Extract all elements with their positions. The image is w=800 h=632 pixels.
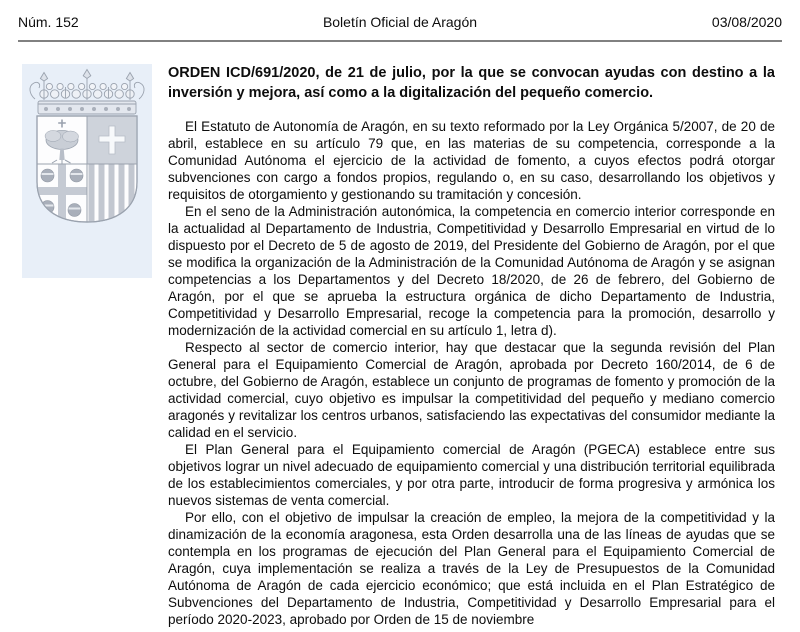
issue-number: Núm. 152	[18, 14, 79, 30]
paragraph-4: El Plan General para el Equipamiento comercial de Aragón (PGECA) establece entre sus objetivos lograr un nivel adecuado de equipamiento comercial y una distribución territorial equilibrada de los establecimientos comerciales, y por otra parte, introducir de forma progresiva y armónica los nuevos sistemas de venta comercial.	[168, 442, 775, 508]
publication-date: 03/08/2020	[711, 14, 782, 30]
publication-title: Boletín Oficial de Aragón	[322, 14, 478, 30]
document-body	[168, 63, 775, 632]
header-divider	[18, 40, 782, 42]
paragraph-1: El Estatuto de Autonomía de Aragón, en su texto reformado por la Ley Orgánica 5/2007, de 20 de abril, establece en su artículo 79 que, en las materias de su competencia, corresponde a la Comunidad Autónoma el ejercicio de la actividad de fomento, a cuyos efectos podrá otorgar subvenciones con cargo a fondos propios, regulando o, en su caso, desarrollando los objetivos y requisitos de otorgamiento y gestionando su tramitación y concesión.	[168, 119, 775, 202]
page-header	[18, 13, 782, 31]
paragraph-5: Por ello, con el objetivo de impulsar la creación de empleo, la mejora de la competitividad y la dinamización de la economía aragonesa, esta Orden desarrolla una de las líneas de ayudas que se contempla en los programas de ejecución del Plan General para el Equipamiento Comercial de Aragón, cuya implementación se realiza a través de la Ley de Presupuestos de la Comunidad Autónoma de Aragón de cada ejercicio económico; que está incluida en el Plan Estratégico de Subvenciones del Departamento de Industria, Competitividad y Desarrollo Empresarial para el período 2020-2023, aprobado por Orden de 15 de noviembre	[168, 510, 775, 627]
document-title: ORDEN ICD/691/2020, de 21 de julio, por la que se convocan ayudas con destino a la inversión y mejora, así como a la digitalización del pequeño comercio.	[168, 65, 775, 101]
paragraph-3: Respecto al sector de comercio interior, hay que destacar que la segunda revisión del Plan General para el Equipamiento Comercial de Aragón, aprobada por Decreto 160/2014, de 6 de octubre, del Gobierno de Aragón, establece un conjunto de programas de fomento y promoción de la actividad comercial, cuyo objetivo es impulsar la competitividad del pequeño y mediano comercio aragonés y revitalizar los centros urbanos, satisfaciendo las expectativas del consumidor mediante la calidad en el servicio.	[168, 340, 775, 440]
aragon-coat-of-arms-icon	[22, 64, 152, 278]
paragraph-2: En el seno de la Administración autonómica, la competencia en comercio interior corresponde en la actualidad al Departamento de Industria, Competitividad y Desarrollo Empresarial en virtud de lo dispuesto por el Decreto de 5 de agosto de 2019, del Presidente del Gobierno de Aragón, por el que se modifica la organización de la Administración de la Comunidad Autónoma de Aragón y se asignan competencias a los Departamentos y del Decreto 18/2020, de 26 de febrero, del Gobierno de Aragón, por el que se aprueba la estructura orgánica de dicho Departamento de Industria, Competitividad y Desarrollo Empresarial, recoge la competencia para la promoción, desarrollo y modernización de la actividad comercial en su artículo 1, letra d).	[168, 204, 775, 338]
coat-of-arms-panel	[22, 64, 152, 278]
